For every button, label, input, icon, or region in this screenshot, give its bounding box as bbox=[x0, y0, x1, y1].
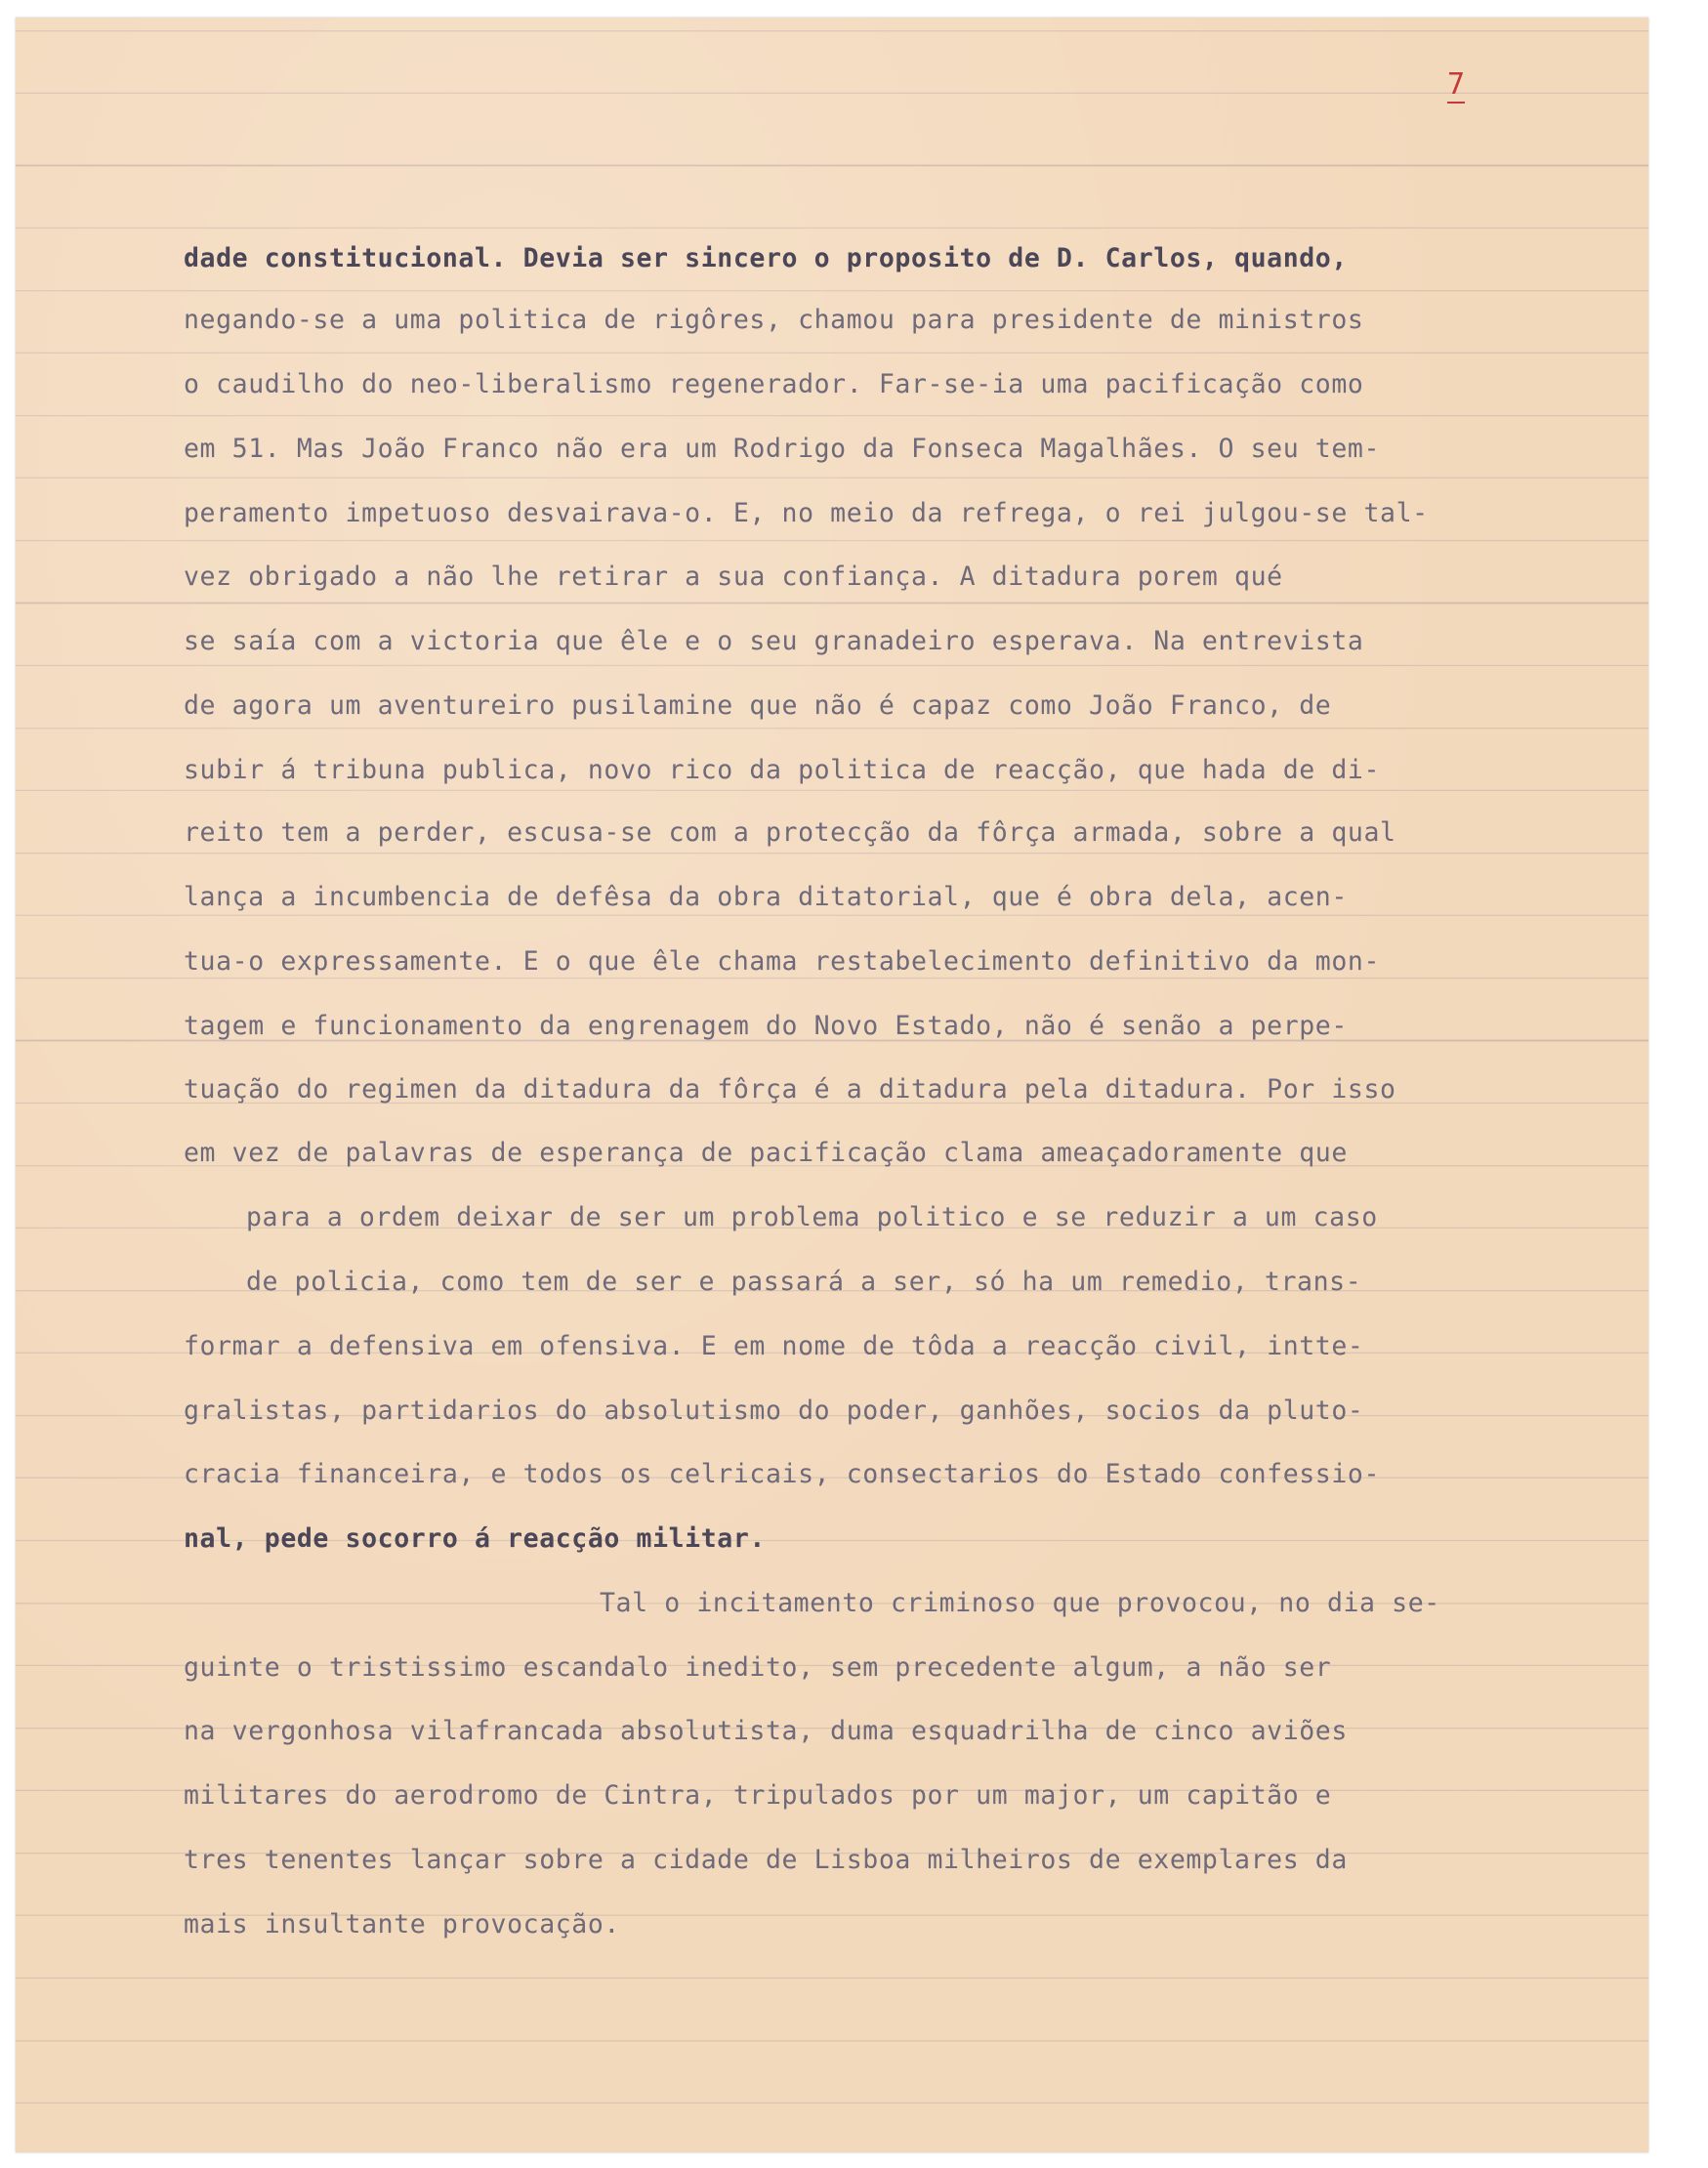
text-line: tua-o expressamente. E o que êle chama restabelecimento definitivo da mon- bbox=[184, 946, 1381, 977]
text-line: guinte o tristissimo escandalo inedito, sem precedente algum, a não ser bbox=[184, 1652, 1332, 1683]
text-line: na vergonhosa vilafrancada absolutista, duma esquadrilha de cinco aviões bbox=[184, 1716, 1348, 1746]
text-line: gralistas, partidarios do absolutismo do poder, ganhões, socios da pluto- bbox=[184, 1396, 1364, 1426]
quoted-text-line: de policia, como tem de ser e passará a ser, só ha um remedio, trans- bbox=[246, 1267, 1362, 1297]
page-number: 7 bbox=[1447, 67, 1466, 102]
quoted-text-line: para a ordem deixar de ser um problema politico e se reduzir a um caso bbox=[246, 1202, 1378, 1232]
text-line: o caudilho do neo-liberalismo regenerador. Far-se-ia uma pacificação como bbox=[184, 369, 1364, 399]
text-line: cracia financeira, e todos os celricais, consectarios do Estado confessio- bbox=[184, 1459, 1381, 1489]
text-line: reito tem a perder, escusa-se com a protecção da fôrça armada, sobre a qual bbox=[184, 817, 1396, 848]
text-line: negando-se a uma politica de rigôres, chamou para presidente de ministros bbox=[184, 305, 1364, 335]
text-line: em vez de palavras de esperança de pacificação clama ameaçadoramente que bbox=[184, 1138, 1348, 1168]
text-line: formar a defensiva em ofensiva. E em nome de tôda a reacção civil, intte- bbox=[184, 1331, 1364, 1361]
text-line: se saía com a victoria que êle e o seu granadeiro esperava. Na entrevista bbox=[184, 626, 1364, 656]
text-line: tagem e funcionamento da engrenagem do Novo Estado, não é senão a perpe- bbox=[184, 1011, 1348, 1041]
text-line: mais insultante provocação. bbox=[184, 1909, 620, 1939]
text-line: dade constitucional. Devia ser sincero o proposito de D. Carlos, quando, bbox=[184, 243, 1348, 273]
text-line: em 51. Mas João Franco não era um Rodrigo da Fonseca Magalhães. O seu tem- bbox=[184, 434, 1381, 464]
text-line: nal, pede socorro á reacção militar. bbox=[184, 1523, 766, 1554]
text-line: lança a incumbencia de defêsa da obra ditatorial, que é obra dela, acen- bbox=[184, 882, 1348, 912]
text-line: militares do aerodromo de Cintra, tripulados por um major, um capitão e bbox=[184, 1780, 1332, 1811]
text-line: de agora um aventureiro pusilamine que não é capaz como João Franco, de bbox=[184, 690, 1332, 721]
text-line: tres tenentes lançar sobre a cidade de Lisboa milheiros de exemplares da bbox=[184, 1845, 1348, 1875]
text-line: tuação do regimen da ditadura da fôrça é a ditadura pela ditadura. Por isso bbox=[184, 1074, 1396, 1105]
text-line: peramento impetuoso desvairava-o. E, no meio da refrega, o rei julgou-se tal- bbox=[184, 498, 1429, 528]
text-line: vez obrigado a não lhe retirar a sua confiança. A ditadura porem qué bbox=[184, 562, 1283, 592]
paragraph-start-line: Tal o incitamento criminoso que provocou, no dia se- bbox=[600, 1588, 1440, 1618]
text-line: subir á tribuna publica, novo rico da politica de reacção, que hada de di- bbox=[184, 755, 1381, 785]
